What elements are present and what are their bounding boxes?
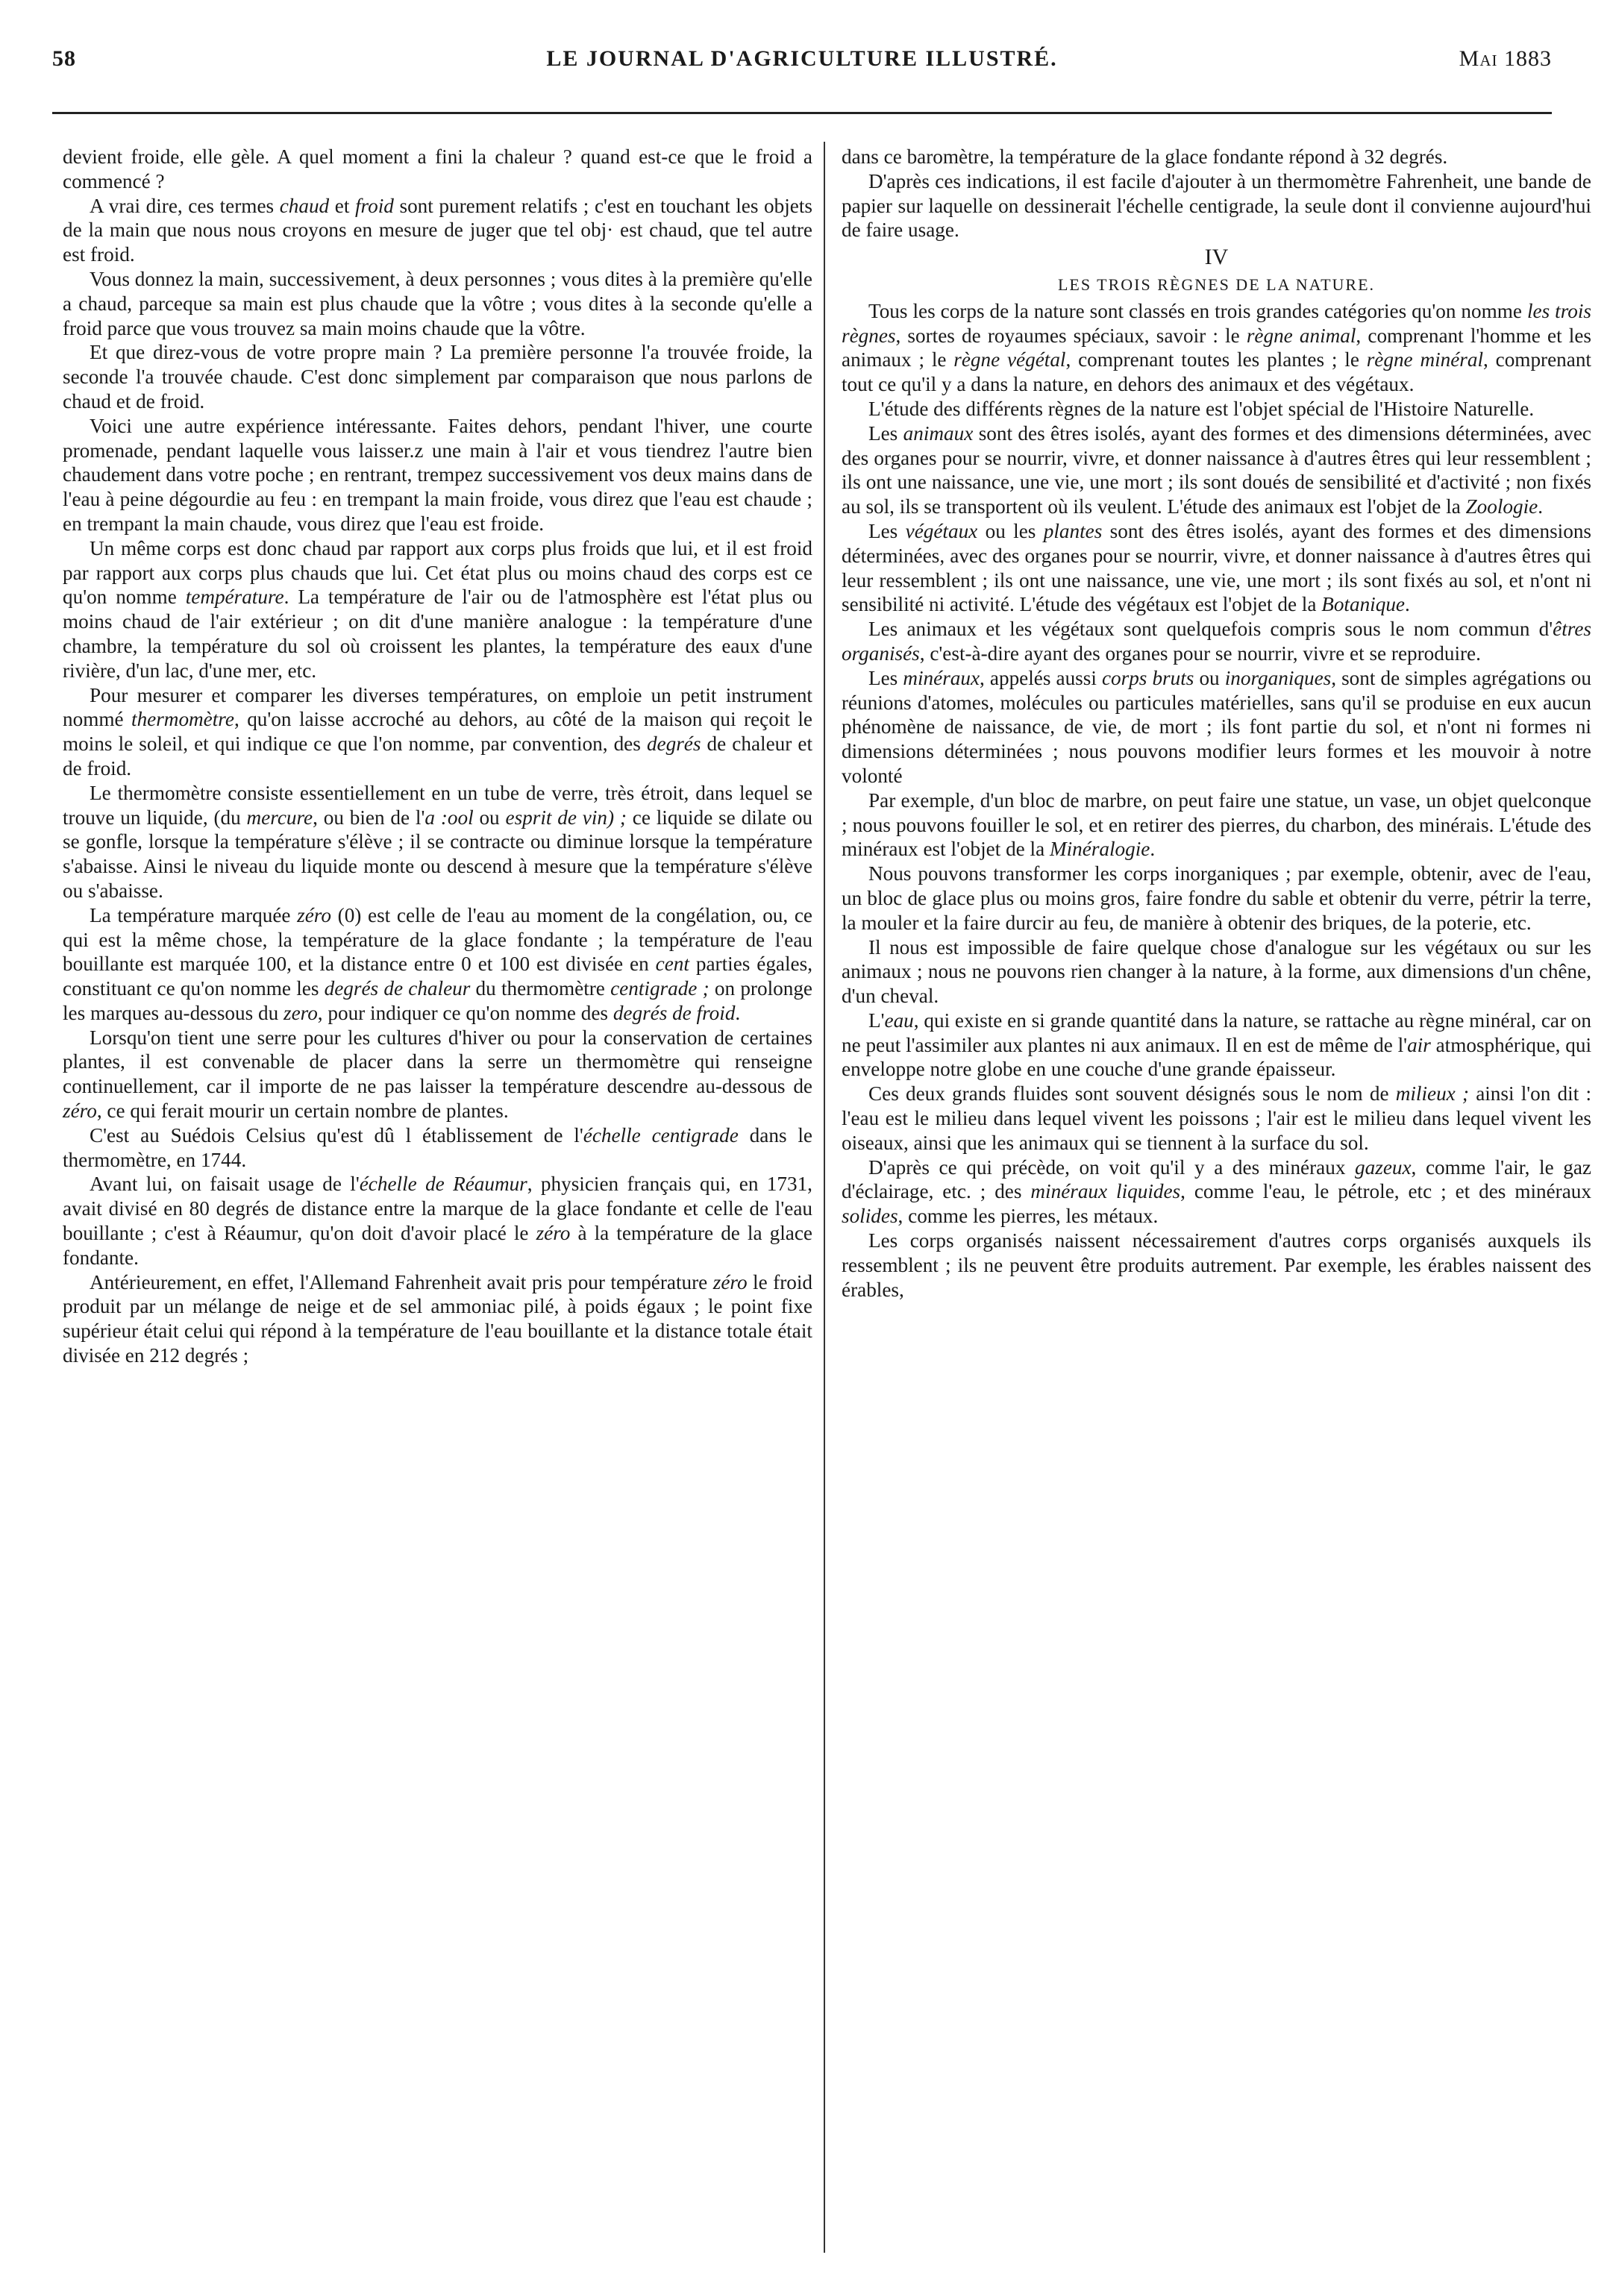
paragraph: L'eau, qui existe en si grande quantité dans la nature, se rattache au règne minéral, car on ne peut l'assimiler aux plantes ni aux animaux. Il en est de même de l'air atmosphérique, qui enveloppe notre globe en une couche d'une grande épaisseur. <box>842 1009 1591 1081</box>
journal-title: LE JOURNAL D'AGRICULTURE ILLUSTRÉ. <box>546 46 1058 71</box>
paragraph: Lorsqu'on tient une serre pour les cultures d'hiver ou pour la conservation de certaines plantes, il est convenable de placer dans la serre un thermomètre qui renseigne continuellement, car il importe de ne pas laisser la température descendre au-dessous de zéro, ce qui ferait mourir un certain nombre de plantes. <box>63 1026 812 1123</box>
paragraph: Les minéraux, appelés aussi corps bruts ou inorganiques, sont de simples agrégations ou réunions d'atomes, molécules ou particules matérielles, sans qu'il se produise en eux aucun phénomène de naissance, de vie, de mort ; ils font partie du sol, et n'ont ni formes ni dimensions déterminées ; nous pouvons modifier leurs formes et les mouvoir à notre volonté <box>842 666 1591 787</box>
paragraph: D'après ce qui précède, on voit qu'il y a des minéraux gazeux, comme l'air, le gaz d'éclairage, etc. ; des minéraux liquides, comme l'eau, le pétrole, etc ; et des minéraux solides, comme les pierres, les métaux. <box>842 1155 1591 1228</box>
paragraph: Les corps organisés naissent nécessairement d'autres corps organisés auxquels ils ressemblent ; ils ne peuvent être produits autrement. Par exemple, les érables naissent des érables, <box>842 1229 1591 1301</box>
paragraph: Il nous est impossible de faire quelque chose d'analogue sur les végétaux ou sur les animaux ; nous ne pouvons rien changer à la nature, à la forme, aux dimensions d'un chêne, d'un cheval. <box>842 935 1591 1008</box>
paragraph: Tous les corps de la nature sont classés en trois grandes catégories qu'on nomme les trois règnes, sortes de royaumes spéciaux, savoir : le règne animal, comprenant l'homme et les animaux ; le règne végétal, comprenant toutes les plantes ; le règne minéral, comprenant tout ce qu'il y a dans la nature, en dehors des animaux et des végétaux. <box>842 299 1591 396</box>
paragraph: Nous pouvons transformer les corps inorganiques ; par exemple, obtenir, avec de l'eau, un bloc de glace plus ou moins gros, faire fondre du sable et obtenir du verre, pétrir la terre, la mouler et la faire durcir au feu, de manière à obtenir des briques, de la poterie, etc. <box>842 862 1591 934</box>
header-rule <box>52 112 1552 114</box>
page-number: 58 <box>52 46 76 71</box>
left-column <box>63 145 812 1368</box>
right-column <box>842 145 1591 1302</box>
paragraph: Pour mesurer et comparer les diverses températures, on emploie un petit instrument nommé thermomètre, qu'on laisse accroché au dehors, au côté de la maison qui reçoit le moins le soleil, et qui indique ce que l'on nomme, par convention, des degrés de chaleur et de froid. <box>63 683 812 780</box>
paragraph: C'est au Suédois Celsius qu'est dû l établissement de l'échelle centigrade dans le thermomètre, en 1744. <box>63 1123 812 1171</box>
page-header <box>52 46 1552 79</box>
paragraph: La température marquée zéro (0) est celle de l'eau au moment de la congélation, ou, ce qui est la même chose, la température de la glace fondante ; la température de l'eau bouillante est marquée 100, et la distance entre 0 et 100 est divisée en cent parties égales, constituant ce qu'on nomme les degrés de chaleur du thermomètre centigrade ; on prolonge les marques au-dessous du zero, pour indiquer ce qu'on nomme des degrés de froid. <box>63 903 812 1024</box>
paragraph: Vous donnez la main, successivement, à deux personnes ; vous dites à la première qu'elle a chaud, parceque sa main est plus chaude que la vôtre ; vous dites à la seconde qu'elle a froid parce que vous trouvez sa main moins chaude que la vôtre. <box>63 267 812 339</box>
paragraph: Par exemple, d'un bloc de marbre, on peut faire une statue, un vase, un objet quelconque ; nous pouvons fouiller le sol, et en retirer des pierres, du charbon, des minérais. L'étude des minéraux est l'objet de la Minéralogie. <box>842 788 1591 861</box>
paragraph: Les végétaux ou les plantes sont des êtres isolés, ayant des formes et des dimensions déterminées, avec des organes pour se nourrir, vivre, et donner naissance à d'autres êtres qui leur ressemblent ; ils ont une naissance, une vie, une mort ; ils sont fixés au sol, et n'ont ni sensibilité ni activité. L'étude des végétaux est l'objet de la Botanique. <box>842 519 1591 616</box>
paragraph: Les animaux et les végétaux sont quelquefois compris sous le nom commun d'êtres organisés, c'est-à-dire ayant des organes pour se nourrir, vivre et se reproduire. <box>842 618 1591 665</box>
paragraph: L'étude des différents règnes de la nature est l'objet spécial de l'Histoire Naturelle. <box>868 397 1535 420</box>
column-divider <box>824 142 825 2253</box>
paragraph: Un même corps est donc chaud par rapport aux corps plus froids que lui, et il est froid par rapport aux corps plus chauds que lui. Cet état plus ou moins chaud des corps est ce qu'on nomme température. La température de l'air ou de l'atmosphère est l'état plus ou moins chaud de l'air extérieur ; on dit d'une manière analogue : la température d'une chambre, la température du sol où croissent les plantes, la température des eaux d'une rivière, d'un lac, d'une mer, etc. <box>63 536 812 682</box>
section-number: IV <box>1204 245 1229 270</box>
paragraph: Antérieurement, en effet, l'Allemand Fahrenheit avait pris pour température zéro le froid produit par un mélange de neige et de sel ammoniac pilé, à poids égaux ; le point fixe supérieur était celui qui répond à la température de l'eau bouillante et la distance totale était divisée en 212 degrés ; <box>63 1270 812 1367</box>
paragraph: Ces deux grands fluides sont souvent désignés sous le nom de milieux ; ainsi l'on dit : l'eau est le milieu dans lequel vivent les poissons ; l'air est le milieu dans lequel vivent les oiseaux, ainsi que les animaux qui se tiennent à la surface du sol. <box>842 1082 1592 1154</box>
paragraph: devient froide, elle gèle. A quel moment a fini la chaleur ? quand est-ce que le froid a commencé ? <box>63 145 812 192</box>
paragraph: Les animaux sont des êtres isolés, ayant des formes et des dimensions déterminées, avec des organes pour se nourrir, vivre, et donner naissance à d'autres êtres qui leur ressemblent ; ils ont une naissance, une vie, une mort ; ils sont doués de sensibilité et d'activité ; non fixés au sol, ils se transportent où ils veulent. L'étude des animaux est l'objet de la Zoologie. <box>842 421 1591 518</box>
paragraph: D'après ces indications, il est facile d'ajouter à un thermomètre Fahrenheit, une bande de papier sur laquelle on dessinerait l'échelle centigrade, la seule dont il convienne aujourd'hui de faire usage. <box>842 169 1591 242</box>
section-title: LES TROIS RÈGNES DE LA NATURE. <box>1057 275 1376 294</box>
paragraph: Avant lui, on faisait usage de l'échelle de Réaumur, physicien français qui, en 1731, avait divisé en 80 degrés de distance entre la marque de la glace fondante et celle de l'eau bouillante ; c'est à Réaumur, qu'on doit d'avoir placé le zéro à la température de la glace fondante. <box>63 1173 812 1269</box>
paragraph: Et que direz-vous de votre propre main ? La première personne l'a trouvée froide, la seconde l'a trouvée chaude. C'est donc simplement par comparaison que nous parlons de chaud et de froid. <box>63 341 812 413</box>
paragraph: Voici une autre expérience intéressante. Faites dehors, pendant l'hiver, une courte promenade, pendant laquelle vous laisser.z une main à l'air et vous tiendrez l'autre bien chaudement dans votre poche ; en rentrant, trempez successivement vos deux mains dans de l'eau à peine dégourdie au feu : en trempant la main froide, vous direz que l'eau est chaude ; en trempant la main chaude, vous direz que l'eau est froide. <box>63 414 812 535</box>
issue-date: Mai 1883 <box>1459 46 1552 71</box>
paragraph: Le thermomètre consiste essentiellement en un tube de verre, très étroit, dans lequel se trouve un liquide, (du mercure, ou bien de l'a :ool ou esprit de vin) ; ce liquide se dilate ou se gonfle, lorsque la température s'élève ; il se contracte ou diminue lorsque la température s'abaisse. Ainsi le niveau du liquide monte ou descend à mesure que la température s'élève ou s'abaisse. <box>63 781 812 902</box>
paragraph: dans ce baromètre, la température de la glace fondante répond à 32 degrés. <box>842 145 1448 168</box>
paragraph: A vrai dire, ces termes chaud et froid sont purement relatifs ; c'est en touchant les objets de la main que nous nous croyons en mesure de juger que tel obj· est chaud, que tel autre est froid. <box>63 194 812 266</box>
